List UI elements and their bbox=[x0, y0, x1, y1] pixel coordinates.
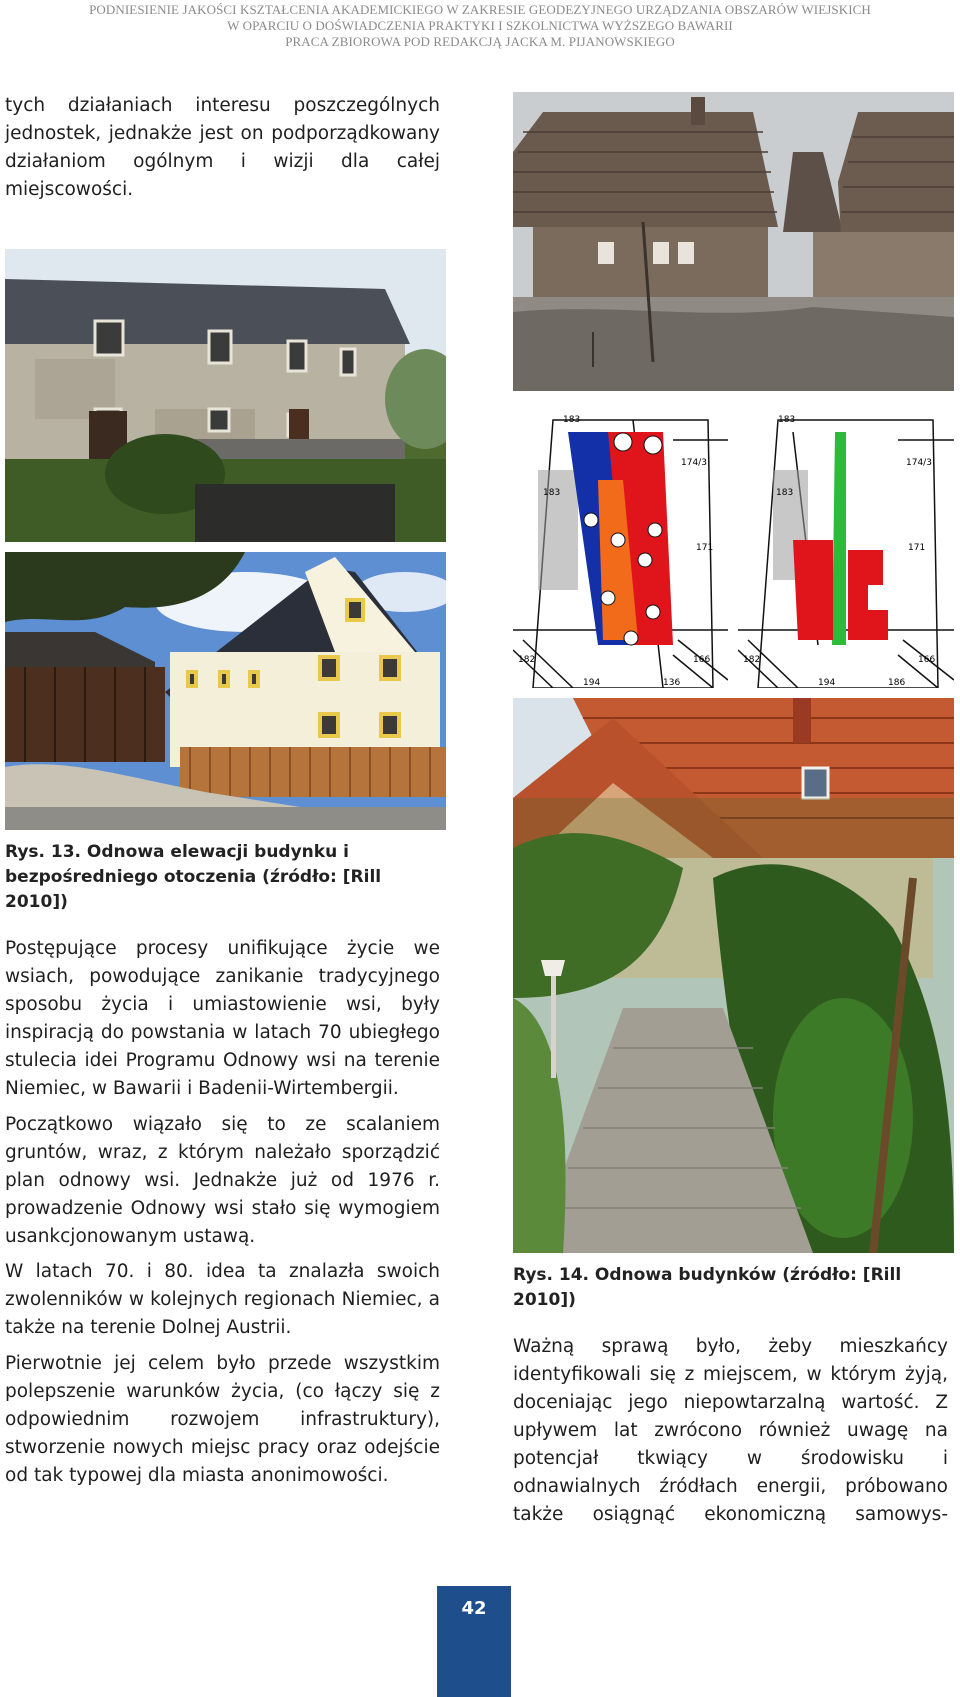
header-line-1: PODNIESIENIE JAKOŚCI KSZTAŁCENIA AKADEMICKIEGO W ZAKRESIE GEODEZYJNEGO URZĄDZANIA OBSZARÓW WIEJSKICH bbox=[89, 2, 871, 17]
map-label-136: 136 bbox=[663, 678, 681, 688]
map-label-171: 171 bbox=[908, 543, 926, 553]
map-label-194: 194 bbox=[818, 678, 836, 688]
cadastral-map-before bbox=[513, 400, 728, 688]
paragraph-4: Pierwotnie jej celem było przede wszystkim polepszenie warunków życia, (co łączy się z odpowiednim rozwojem infrastruktury), stworzenie nowych miejsc pracy oraz odejście od tak typowej dla miasta anonimowości. bbox=[5, 1353, 440, 1486]
map-label-182: 182 bbox=[518, 655, 536, 665]
running-header bbox=[0, 2, 960, 50]
map-label-182: 182 bbox=[743, 655, 761, 665]
paragraph-2: Początkowo wiązało się to ze scalaniem gruntów, wraz, z którym należało sporządzić plan odnowy wsi. Jednakże już od 1976 r. prowadzenie Odnowy wsi stało się wymogiem usankcjonowanym ustawą. bbox=[5, 1114, 440, 1247]
intro-paragraph: tych działaniach interesu poszczególnych jednostek, jednakże jest on podporządkowany działaniom ogólnym i wizji dla całej miejscowości. bbox=[5, 95, 440, 200]
figure-13-caption-line-1: Rys. 13. Odnowa elewacji budynku i bbox=[5, 842, 349, 862]
map-label-183-1: 183 bbox=[563, 415, 581, 425]
page-number: 42 bbox=[437, 1586, 511, 1697]
map-label-174-3: 174/3 bbox=[906, 458, 932, 468]
old-farmhouse-photo bbox=[5, 249, 446, 542]
map-label-183-1: 183 bbox=[778, 415, 796, 425]
old-village-photo bbox=[513, 92, 954, 391]
paragraph-1: Postępujące procesy unifikujące życie we wsiach, powodujące zanikanie tradycyjnego sposobu życia i umiastowienie wsi, były inspiracją do powstania w latach 70 ubiegłego stulecia idei Programu Odnowy wsi na terenie Niemiec, w Bawarii i Badenii-Wirtembergii. bbox=[5, 938, 440, 1099]
header-line-2: W OPARCIU O DOŚWIADCZENIA PRAKTYKI I SZKOLNICTWA WYŻSZEGO BAWARII bbox=[227, 18, 733, 33]
map-label-174-3: 174/3 bbox=[681, 458, 707, 468]
paragraph-3: W latach 70. i 80. idea ta znalazła swoich zwolenników w kolejnych regionach Niemiec, a także na terenie Dolnej Austrii. bbox=[5, 1261, 440, 1338]
renovated-farmhouse-photo bbox=[5, 552, 446, 830]
map-label-186: 186 bbox=[888, 678, 906, 688]
map-label-166: 166 bbox=[918, 655, 936, 665]
header-line-3: PRACA ZBIOROWA POD REDAKCJĄ JACKA M. PIJANOWSKIEGO bbox=[285, 34, 675, 49]
figure-14-caption: Rys. 14. Odnowa budynków (źródło: [Rill 2010]) bbox=[513, 1265, 902, 1310]
cadastral-map-after bbox=[738, 400, 954, 688]
map-label-166: 166 bbox=[693, 655, 711, 665]
map-label-171: 171 bbox=[696, 543, 714, 553]
map-label-194: 194 bbox=[583, 678, 601, 688]
figure-13-caption-line-2: bezpośredniego otoczenia (źródło: [Rill 2010]) bbox=[5, 867, 382, 912]
figure-13-caption bbox=[5, 840, 445, 915]
map-label-183: 183 bbox=[543, 488, 561, 498]
paragraph-right-1: Ważną sprawą było, żeby mieszkańcy identyfikowali się z miejscem, w którym żyją, doceniając jego niepowtarzalną wartość. Z upływem lat zwrócono również uwagę na potencjał tkwiący w środowisku i odnawialnych źródłach energii, próbowano także osiągnąć ekonomiczną samowys- bbox=[513, 1336, 948, 1525]
map-label-183: 183 bbox=[776, 488, 794, 498]
garden-house-photo bbox=[513, 698, 954, 1253]
